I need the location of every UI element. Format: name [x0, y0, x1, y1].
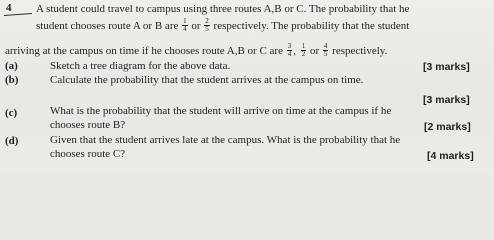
part-c-text-line-1: What is the probability that the student will arrive on time at the campus if he [50, 105, 392, 117]
fraction-ontime-b [301, 43, 307, 58]
part-d-marks: [4 marks] [427, 150, 474, 162]
fraction-ontime-b-numerator: 1 [301, 42, 306, 50]
fraction-route-a-numerator: 1 [183, 17, 187, 25]
stem-line-3-start: arriving at the campus on time if he chooses route A,B or C are [5, 45, 283, 58]
stem-line-3-end: respectively. [332, 45, 388, 58]
stem-line-3-or: or [309, 45, 320, 58]
fraction-route-a-denominator: 4 [183, 25, 187, 33]
fraction-ontime-c-numerator: 4 [323, 42, 328, 50]
fraction-route-b-numerator: 2 [205, 17, 209, 25]
part-a-text: Sketch a tree diagram for the above data. [50, 60, 231, 72]
part-c-text-line-2: chooses route B? [50, 119, 126, 131]
stem-line-3 [5, 44, 387, 59]
part-c-marks: [2 marks] [424, 121, 471, 133]
part-a-label: (a) [5, 60, 18, 72]
stem-line-3-comma: , [293, 45, 296, 58]
fraction-ontime-a-numerator: 3 [287, 42, 292, 50]
part-b-label: (b) [5, 74, 19, 86]
stem-line-1: A student could travel to campus using three routes A,B or C. The probability that he [36, 3, 410, 15]
fraction-ontime-b-denominator: 2 [301, 50, 306, 58]
fraction-ontime-a-denominator: 4 [287, 50, 292, 58]
part-b-text: Calculate the probability that the student arrives at the campus on time. [50, 74, 364, 86]
part-b-marks: [3 marks] [423, 94, 470, 106]
fraction-ontime-c [323, 43, 329, 58]
fraction-route-a [182, 18, 188, 33]
stem-line-2-end: respectively. The probability that the student [213, 20, 410, 33]
fraction-ontime-c-denominator: 5 [323, 50, 328, 58]
part-c-label: (c) [5, 107, 18, 119]
stem-line-2-or: or [191, 20, 201, 33]
part-d-text-line-2: chooses route C? [50, 148, 126, 160]
stem-line-2-start: student chooses route A or B are [36, 20, 179, 33]
fraction-ontime-a [287, 43, 293, 58]
fraction-route-b [204, 18, 210, 33]
part-d-text-line-1: Given that the student arrives late at the campus. What is the probability that he [50, 134, 401, 146]
part-d-label: (d) [5, 135, 19, 147]
fraction-route-b-denominator: 5 [205, 25, 209, 33]
stem-line-2 [36, 19, 409, 34]
part-a-marks: [3 marks] [423, 61, 470, 73]
question-number: 4 [6, 2, 12, 14]
